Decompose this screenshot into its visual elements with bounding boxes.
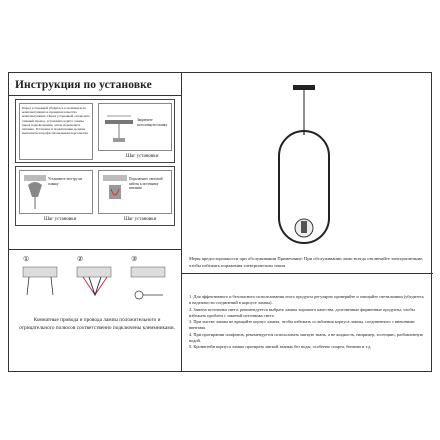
screw-label: Закрепите потолочную планку	[137, 118, 168, 127]
note-item: 5. Кронштейн корпуса лампы протирать мягкой тканью без воды, особенно спирта, бензина и т.д.	[189, 344, 372, 350]
connector-wired-icon	[71, 255, 121, 313]
warning-text: Меры предосторожности при обслуживании Примечание: При обслуживании ламп всегда отключайте электропитание, чтобы избежать поражения электрическим током	[189, 256, 424, 268]
pendant-lamp-drawing	[259, 81, 349, 251]
warning-divider	[181, 273, 433, 274]
step2-right-figure	[98, 170, 172, 214]
center-divider	[181, 73, 182, 371]
step1-caption: Шаг установки	[126, 154, 159, 159]
wiring-steps	[17, 255, 173, 315]
section-divider-left	[9, 249, 181, 250]
step2-caption-left: Шаг установки	[44, 217, 77, 222]
title-underline	[9, 95, 181, 96]
step2-right-label: Подключите световой кабель к источнику питания	[129, 177, 163, 191]
wiring-step-3	[125, 255, 175, 313]
note-item: 1. Для эффективного и безопасного использования этого продукта регулярно проверяйте и очищайте светильники (убедитесь в надежности соединений в корпусе лампы).	[189, 294, 424, 306]
wiring-step-1	[17, 255, 67, 313]
maintenance-notes	[189, 294, 427, 351]
connector-icon	[17, 255, 67, 313]
step1-text: Перед установкой убедитесь в наличии всех комплектующих и проверьте качество комплектующих. Перед установкой отключите главный провод, установите корпус лампы перед подключением, затем подключите питание. Установка и подключение должны выполняться профессиональным персоналом.	[22, 106, 90, 136]
wiring-step-2	[71, 255, 121, 313]
step-marker-2: ②	[77, 255, 84, 263]
step1-text-box	[19, 103, 93, 160]
step2-left-figure	[19, 170, 93, 214]
note-item: 4. При протирании плафонов, рекомендуется использовать мягкую ткань, а не жидкость, например, эссенцию, разбавленную водой.	[189, 331, 424, 344]
page-title: Инструкция по установке	[15, 79, 152, 91]
step1-figure	[98, 103, 172, 151]
wiring-caption: Комнатные провода и провода лампы положительного и отрицательного полюсов соответственно подключены клеммниками.	[19, 317, 175, 331]
instruction-sheet	[8, 72, 432, 372]
step2-panel	[15, 166, 175, 226]
step2-left-label: Установите люстру на планку	[48, 177, 82, 186]
step2-caption-right: Шаг установки	[124, 217, 157, 222]
note-item: 2. Замена источника света: рекомендуется выбрать лампы хорошего качества, долговечные фирменные продукты, чтобы избежать проблем с заменой источника света.	[189, 306, 415, 318]
note-item: 3. При чистке лампы не вращайте корпус лампы, чтобы избежать ослабления корпуса лампы, соединенного с внешними винтами.	[189, 319, 415, 331]
step-marker-3: ③	[131, 255, 138, 263]
step1-panel	[15, 99, 175, 163]
step-marker-1: ①	[23, 255, 30, 263]
terminal-block-icon	[125, 255, 175, 313]
